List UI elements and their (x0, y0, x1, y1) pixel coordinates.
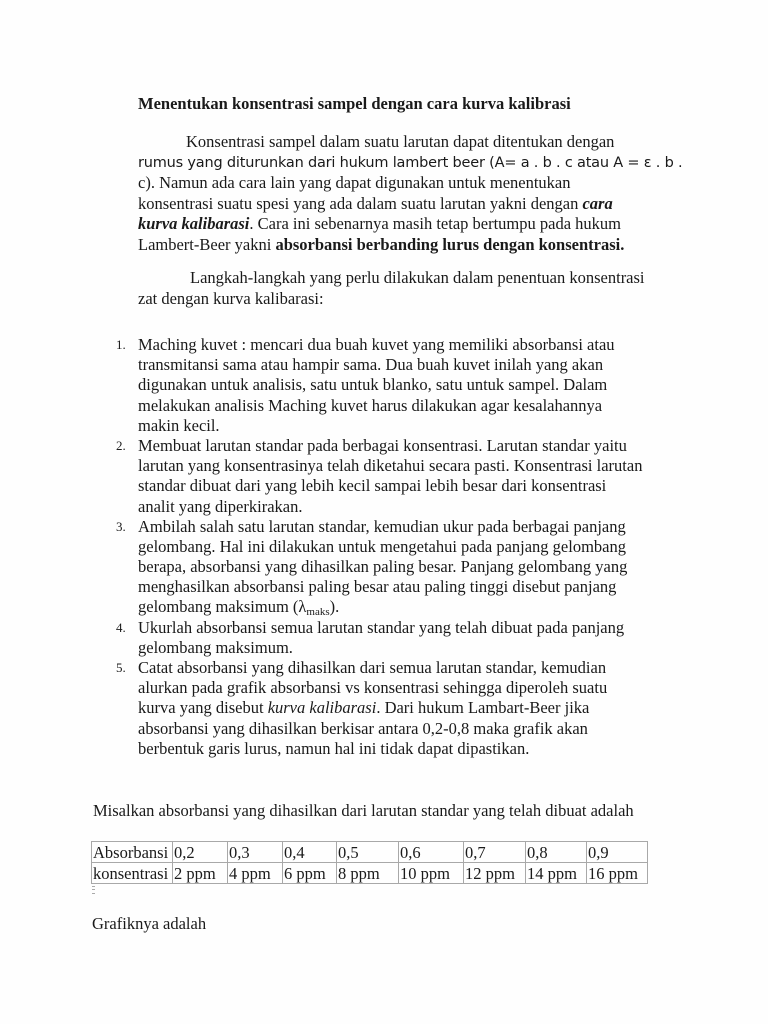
text-line: melakukan analisis Maching kuvet harus dilakukan agar kesalahannya (138, 395, 603, 415)
text-line: absorbansi yang dihasilkan berkisar antara 0,2-0,8 maka grafik akan (138, 718, 588, 738)
list-item-step-2 (104, 436, 674, 517)
text-line: menghasilkan absorbansi paling besar atau paling tinggi disebut panjang (138, 577, 617, 597)
text-line: digunakan untuk analisis, satu untuk blanko, satu untuk sampel. Dalam (138, 375, 608, 395)
text-line: Ambilah salah satu larutan standar, kemudian ukur pada berbagai panjang (138, 516, 626, 536)
text-line: Langkah-langkah yang perlu dilakukan dalam penentuan konsentrasi (190, 268, 645, 287)
table-anchor-marker-icon (92, 886, 95, 894)
absorbance-concentration-table (91, 841, 648, 884)
text-line: analit yang diperkirakan. (138, 496, 303, 516)
list-number: 2. (116, 437, 126, 453)
steps-intro-paragraph (138, 268, 678, 310)
table-cell: 0,4 (283, 842, 337, 863)
text-line: Catat absorbansi yang dihasilkan dari semua larutan standar, kemudian (138, 658, 607, 677)
table-row-konsentrasi (92, 863, 648, 884)
emphasis-text: kurva kalibarasi (138, 214, 250, 233)
table-cell: 0,8 (526, 842, 587, 863)
list-number: 3. (116, 518, 126, 534)
list-item-step-4 (104, 618, 674, 658)
text-line: Membuat larutan standar pada berbagai konsentrasi. Larutan standar yaitu (138, 435, 627, 455)
text-line: Maching kuvet : mencari dua buah kuvet yang memiliki absorbansi atau (138, 335, 615, 354)
text-line (138, 698, 674, 718)
text-run: . Dari hukum Lambart-Beer jika (376, 698, 590, 718)
text-line: transmitansi sama atau hampir sama. Dua buah kuvet inilah yang akan (138, 355, 604, 375)
closing-text: Grafiknya adalah (92, 914, 207, 933)
table-cell: 4 ppm (228, 863, 283, 884)
text-run: gelombang maksimum ( (138, 597, 299, 617)
steps-list (104, 335, 674, 759)
emphasis-text: cara (582, 193, 613, 213)
table-cell: 6 ppm (283, 863, 337, 884)
text-line: makin kecil. (138, 415, 220, 435)
text-line: gelombang maksimum. (138, 637, 293, 657)
text-line (138, 235, 678, 256)
table-cell: 2 ppm (173, 863, 228, 884)
table-cell: 16 ppm (587, 863, 648, 884)
text-line: berapa, absorbansi yang dihasilkan paling besar. Panjang gelombang yang (138, 557, 628, 577)
text-line: larutan yang konsentrasinya telah diketahui secara pasti. Konsentrasi larutan (138, 456, 643, 476)
text-line: berbentuk garis lurus, namun hal ini tidak dapat dipastikan. (138, 738, 530, 758)
text-run: kurva yang disebut (138, 698, 268, 718)
table-cell: 0,9 (587, 842, 648, 863)
list-item-step-5 (104, 658, 674, 759)
lambda-subscript: maks (306, 606, 330, 619)
text-line: c). Namun ada cara lain yang dapat digunakan untuk menentukan (138, 173, 571, 192)
lambda-symbol: λ (298, 597, 307, 617)
list-number: 1. (116, 337, 126, 352)
italic-text: kurva kalibarasi (267, 698, 377, 718)
list-item-step-1 (104, 335, 674, 436)
table-cell: 14 ppm (526, 863, 587, 884)
table-cell: 0,7 (464, 842, 526, 863)
formula-line: rumus yang diturunkan dari hukum lambert beer (A= a . b . c atau A = ε . b . (138, 154, 683, 171)
text-line: standar dibuat dari yang lebih kecil sampai lebih besar dari konsentrasi (138, 476, 607, 496)
table-cell: 0,3 (228, 842, 283, 863)
table-cell: 12 ppm (464, 863, 526, 884)
text-line: zat dengan kurva kalibarasi: (138, 289, 324, 308)
text-line: alurkan pada grafik absorbansi vs konsentrasi sehingga diperoleh suatu (138, 678, 608, 698)
bold-text: absorbansi berbanding lurus dengan konsentrasi. (275, 234, 625, 254)
list-number: 4. (116, 619, 126, 635)
row-header: Absorbansi (92, 842, 173, 863)
table-cell: 0,2 (173, 842, 228, 863)
text-run: ). (329, 597, 340, 617)
row-header: konsentrasi (92, 863, 173, 884)
list-number: 5. (116, 660, 126, 675)
list-item-step-3 (104, 517, 674, 618)
text-line (138, 214, 678, 235)
text-line: Ukurlah absorbansi semua larutan standar yang telah dibuat pada panjang (138, 617, 625, 637)
table-cell: 10 ppm (399, 863, 464, 884)
table-intro-text: Misalkan absorbansi yang dihasilkan dari larutan standar yang telah dibuat adalah (93, 801, 634, 820)
table-cell: 8 ppm (337, 863, 399, 884)
text-line: gelombang. Hal ini dilakukan untuk mengetahui pada panjang gelombang (138, 536, 626, 556)
table-row-absorbansi (92, 842, 648, 863)
text-line (138, 194, 678, 215)
page-title: Menentukan konsentrasi sampel dengan cara kurva kalibrasi (138, 94, 571, 113)
text-line (138, 597, 674, 617)
text-run: . Cara ini sebenarnya masih tetap bertumpu pada hukum (249, 214, 622, 233)
table-cell: 0,5 (337, 842, 399, 863)
text-run: konsentrasi suatu spesi yang ada dalam suatu larutan yakni dengan (138, 193, 583, 213)
intro-paragraph (138, 132, 683, 255)
text-line: Konsentrasi sampel dalam suatu larutan dapat ditentukan dengan (186, 132, 615, 151)
text-run: Lambert-Beer yakni (138, 234, 276, 254)
table-cell: 0,6 (399, 842, 464, 863)
